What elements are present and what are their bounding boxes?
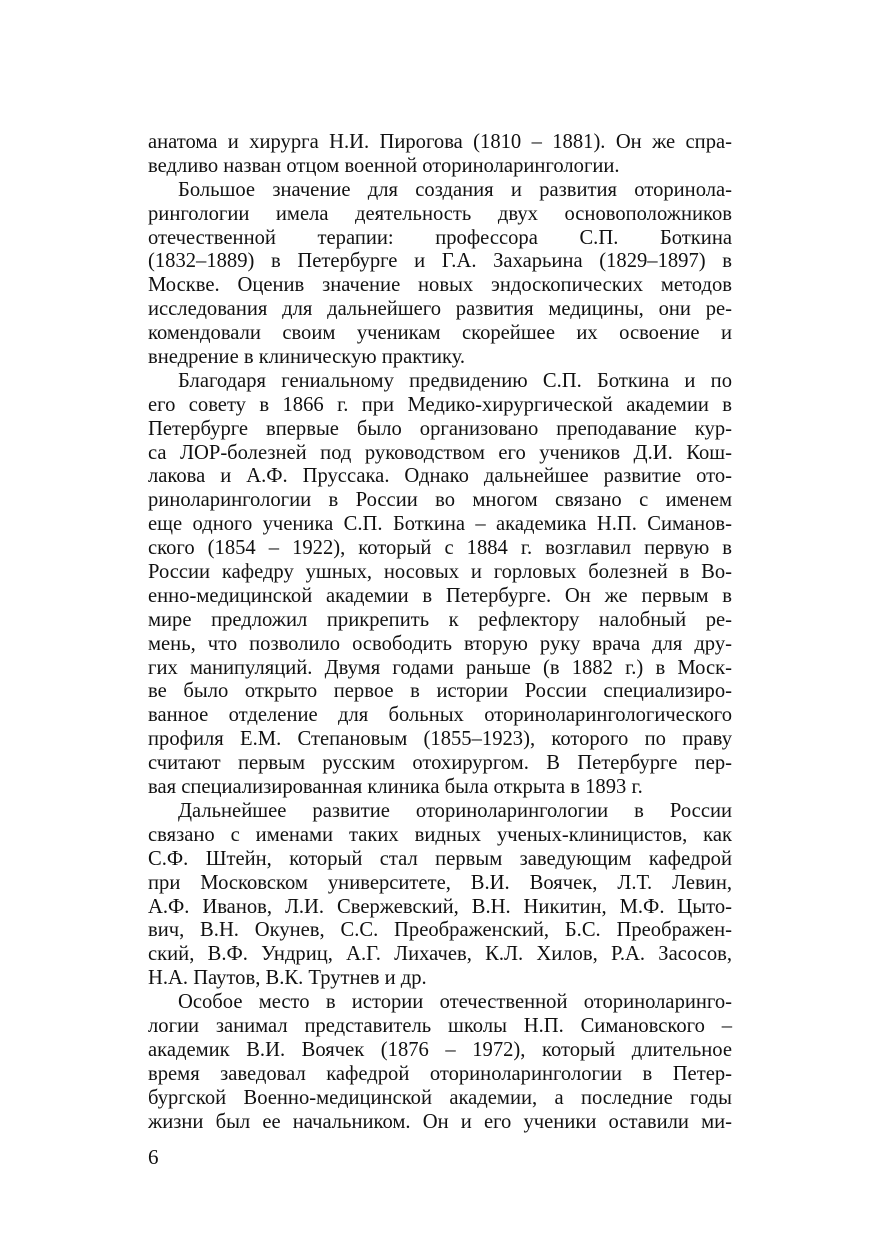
text-line: лакова и А.Ф. Пруссака. Однако дальнейшее развитие ото- [148,465,732,488]
text-line: его совету в 1866 г. при Медико-хирургической академии в [148,393,732,416]
text-line: комендовали своим ученикам скорейшее их освоение и [148,322,732,345]
text-line: профиля Е.М. Степановым (1855–1923), которого по праву [148,728,732,751]
text-line: С.Ф. Штейн, который стал первым заведующим кафедрой [148,847,732,870]
text-line: вая специализированная клиника была открыта в 1893 г. [148,776,643,799]
text-line: ве было открыто первое в истории России специализиро- [148,680,732,703]
text-line: Большое значение для создания и развития оторинола- [178,178,732,201]
text-line: ский, В.Ф. Ундриц, А.Г. Лихачев, К.Л. Хилов, Р.А. Засосов, [148,943,732,966]
text-line: мире предложил прикрепить к рефлектору налобный ре- [148,608,732,631]
text-line: внедрение в клиническую практику. [148,346,466,369]
text-line: исследования для дальнейшего развития медицины, они ре- [148,298,732,321]
text-line: риноларингологии в России во многом связано с именем [148,489,732,512]
paragraph-1 [148,131,732,179]
text-line: логии занимал представитель школы Н.П. Симановского – [148,1014,732,1037]
text-line: вич, В.Н. Окунев, С.С. Преображенский, Б.С. Преображен- [148,919,732,942]
paragraph-4 [148,800,732,991]
text-line: А.Ф. Иванов, Л.И. Свержевский, В.Н. Никитин, М.Ф. Цыто- [148,895,732,918]
paragraph-5 [148,991,732,1134]
text-line: Дальнейшее развитие оториноларингологии в России [178,799,732,822]
text-line: время заведовал кафедрой оториноларингологии в Петер- [148,1062,732,1085]
text-line: Благодаря гениальному предвидению С.П. Боткина и по [178,369,732,392]
paragraph-2 [148,179,732,370]
text-line: России кафедру ушных, носовых и горловых болезней в Во- [148,561,732,584]
text-line: академик В.И. Воячек (1876 – 1972), который длительное [148,1038,732,1061]
text-line: (1832–1889) в Петербурге и Г.А. Захарьина (1829–1897) в [148,250,732,273]
paragraph-3 [148,370,732,800]
text-line: анатома и хирурга Н.И. Пирогова (1810 – 1881). Он же спра- [148,131,732,153]
text-line: ведливо назван отцом военной оториноларингологии. [148,154,620,177]
text-line: при Московском университете, В.И. Воячек, Л.Т. Левин, [148,871,732,894]
text-line: мень, что позволило освободить вторую руку врача для дру- [148,632,732,655]
text-line: са ЛОР-болезней под руководством его учеников Д.И. Кош- [148,441,732,464]
text-line: ванное отделение для больных оториноларингологического [148,704,732,727]
text-line: Н.А. Паутов, В.К. Трутнев и др. [148,967,427,990]
text-line: рингологии имела деятельность двух основоположников [148,202,732,225]
text-line: енно-медицинской академии в Петербурге. Он же первым в [148,584,732,607]
text-line: ского (1854 – 1922), который с 1884 г. возглавил первую в [148,537,732,560]
text-line: Москве. Оценив значение новых эндоскопических методов [148,274,732,297]
text-line: еще одного ученика С.П. Боткина – академика Н.П. Симанов- [148,513,732,536]
page-body [148,131,732,1134]
text-line: Петербурге впервые было организовано преподавание кур- [148,417,732,440]
page-number: 6 [148,1145,159,1169]
text-line: бургской Военно-медицинской академии, а последние годы [148,1086,732,1109]
text-line: Особое место в истории отечественной оториноларинго- [178,991,732,1014]
text-line: считают первым русским отохирургом. В Петербурге пер- [148,752,732,775]
text-line: жизни был ее начальником. Он и его ученики оставили ми- [148,1110,732,1133]
text-line: связано с именами таких видных ученых-клиницистов, как [148,823,732,846]
text-line: отечественной терапии: профессора С.П. Боткина [148,226,732,249]
text-line: гих манипуляций. Двумя годами раньше (в 1882 г.) в Моск- [148,656,732,679]
